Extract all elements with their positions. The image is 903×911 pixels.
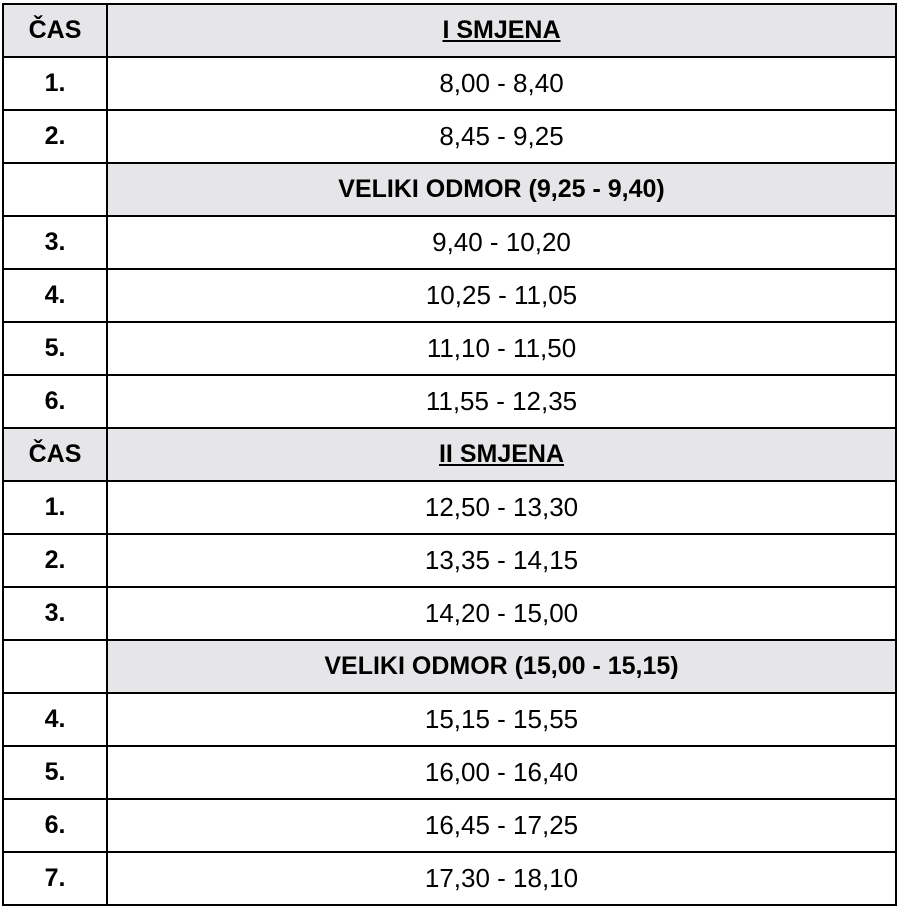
- table-row: [4, 58, 897, 111]
- table-row: [4, 482, 897, 535]
- table-row: [4, 747, 897, 800]
- period-number: 2.: [4, 535, 108, 588]
- period-number: 2.: [4, 111, 108, 164]
- break-label: VELIKI ODMOR (15,00 - 15,15): [108, 641, 897, 694]
- period-time: 17,30 - 18,10: [108, 853, 897, 906]
- schedule-table: [2, 3, 897, 906]
- break-label: VELIKI ODMOR (9,25 - 9,40): [108, 164, 897, 217]
- period-number: 1.: [4, 58, 108, 111]
- period-number: 3.: [4, 588, 108, 641]
- period-time: 10,25 - 11,05: [108, 270, 897, 323]
- period-time: 16,00 - 16,40: [108, 747, 897, 800]
- shift2-break-row: [4, 641, 897, 694]
- table-row: [4, 535, 897, 588]
- period-number: 6.: [4, 800, 108, 853]
- period-time: 8,45 - 9,25: [108, 111, 897, 164]
- shift1-title: I SMJENA: [108, 5, 897, 58]
- period-number: 4.: [4, 694, 108, 747]
- period-number: 7.: [4, 853, 108, 906]
- table-row: [4, 270, 897, 323]
- shift1-break-row: [4, 164, 897, 217]
- period-time: 9,40 - 10,20: [108, 217, 897, 270]
- period-number: 6.: [4, 376, 108, 429]
- table-row: [4, 323, 897, 376]
- shift1-header-row: [4, 5, 897, 58]
- period-number: 5.: [4, 323, 108, 376]
- table-row: [4, 800, 897, 853]
- table-row: [4, 376, 897, 429]
- cas-header: ČAS: [4, 5, 108, 58]
- period-time: 14,20 - 15,00: [108, 588, 897, 641]
- cas-header: ČAS: [4, 429, 108, 482]
- period-number: 1.: [4, 482, 108, 535]
- period-number: 4.: [4, 270, 108, 323]
- period-number: 5.: [4, 747, 108, 800]
- break-empty-cell: [4, 164, 108, 217]
- period-number: 3.: [4, 217, 108, 270]
- period-time: 12,50 - 13,30: [108, 482, 897, 535]
- break-empty-cell: [4, 641, 108, 694]
- period-time: 13,35 - 14,15: [108, 535, 897, 588]
- shift2-title: II SMJENA: [108, 429, 897, 482]
- table-row: [4, 853, 897, 906]
- table-row: [4, 588, 897, 641]
- period-time: 11,55 - 12,35: [108, 376, 897, 429]
- table-row: [4, 694, 897, 747]
- period-time: 8,00 - 8,40: [108, 58, 897, 111]
- period-time: 16,45 - 17,25: [108, 800, 897, 853]
- table-row: [4, 111, 897, 164]
- table-row: [4, 217, 897, 270]
- shift2-header-row: [4, 429, 897, 482]
- period-time: 11,10 - 11,50: [108, 323, 897, 376]
- period-time: 15,15 - 15,55: [108, 694, 897, 747]
